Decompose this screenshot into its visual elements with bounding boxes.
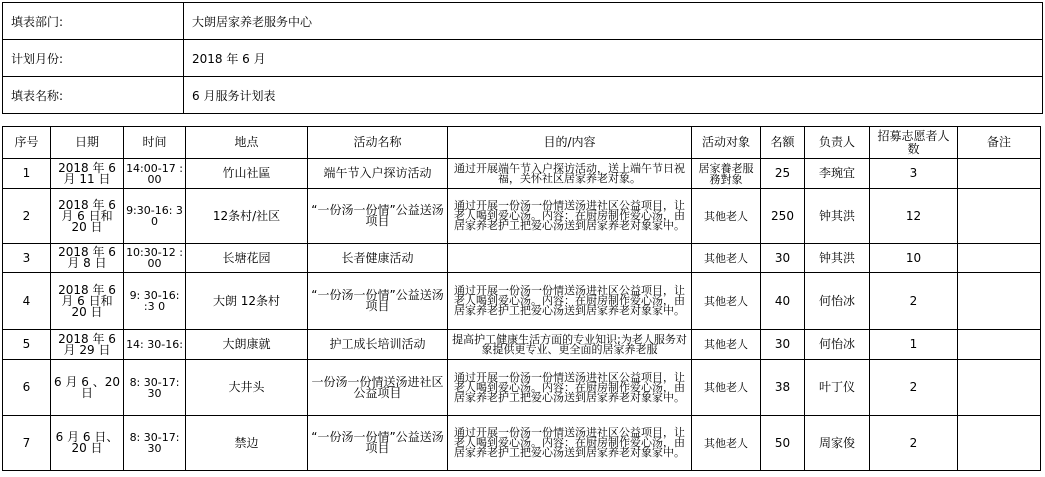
cell-place: 大井头 [186, 360, 308, 416]
cell-purpose [448, 244, 692, 273]
cell-no: 7 [3, 416, 51, 471]
cell-owner: 何怡冰 [805, 330, 870, 360]
table-row [3, 244, 1041, 273]
cell-remark [958, 189, 1041, 244]
cell-owner: 叶丁仪 [805, 360, 870, 416]
service-plan-table [2, 126, 1041, 471]
cell-volunteers: 3 [870, 159, 958, 189]
header-no: 序号 [3, 127, 51, 159]
cell-activity-name: 端午节入户探访活动 [308, 159, 448, 189]
cell-no: 2 [3, 189, 51, 244]
cell-date: 2018 年 6 月 11 日 [51, 159, 124, 189]
cell-target: 其他老人 [692, 360, 761, 416]
cell-target: 其他老人 [692, 273, 761, 330]
header-purpose: 目的/内容 [448, 127, 692, 159]
cell-place: 大朗康就 [186, 330, 308, 360]
cell-date: 2018 年 6 月 8 日 [51, 244, 124, 273]
cell-activity-name: 护工成长培训活动 [308, 330, 448, 360]
cell-quota: 40 [761, 273, 805, 330]
cell-place: 大朗 12条村 [186, 273, 308, 330]
cell-volunteers: 2 [870, 273, 958, 330]
cell-time: 14:00-17 :00 [124, 159, 186, 189]
cell-time: 9: 30-16: :3 0 [124, 273, 186, 330]
cell-remark [958, 360, 1041, 416]
header-date: 日期 [51, 127, 124, 159]
cell-no: 5 [3, 330, 51, 360]
cell-date: 2018 年 6 月 6 日和 20 日 [51, 189, 124, 244]
cell-remark [958, 416, 1041, 471]
cell-remark [958, 244, 1041, 273]
info-row-month [3, 40, 1043, 77]
table-row [3, 416, 1041, 471]
cell-quota: 38 [761, 360, 805, 416]
cell-owner: 钟其洪 [805, 189, 870, 244]
cell-target: 其他老人 [692, 244, 761, 273]
cell-no: 3 [3, 244, 51, 273]
department-value: 大朗居家养老服务中心 [184, 3, 1043, 40]
cell-purpose: 通过开展一份汤一份情送汤进社区公益项目，让老人喝到爱心汤。内容：在厨房制作爱心汤，由居家养老护工把爱心汤送到居家养老对象家中。 [448, 416, 692, 471]
cell-owner: 李琬宜 [805, 159, 870, 189]
cell-owner: 钟其洪 [805, 244, 870, 273]
cell-time: 14: 30-16: [124, 330, 186, 360]
header-place: 地点 [186, 127, 308, 159]
header-volunteers: 招募志愿者人数 [870, 127, 958, 159]
cell-place: 长塘花园 [186, 244, 308, 273]
cell-volunteers: 2 [870, 416, 958, 471]
cell-activity-name: “一份汤一份情”公益送汤项目 [308, 273, 448, 330]
cell-quota: 50 [761, 416, 805, 471]
cell-target: 其他老人 [692, 330, 761, 360]
department-label: 填表部门: [3, 3, 184, 40]
form-name-value: 6 月服务计划表 [184, 77, 1043, 114]
cell-quota: 30 [761, 330, 805, 360]
cell-date: 6 月 6 、20 日 [51, 360, 124, 416]
cell-date: 2018 年 6 月 29 日 [51, 330, 124, 360]
cell-activity-name: 长者健康活动 [308, 244, 448, 273]
cell-target: 其他老人 [692, 189, 761, 244]
cell-activity-name: 一份汤一份情送汤进社区公益项目 [308, 360, 448, 416]
table-row [3, 330, 1041, 360]
cell-activity-name: “一份汤一份情”公益送汤项目 [308, 416, 448, 471]
cell-volunteers: 1 [870, 330, 958, 360]
cell-no: 4 [3, 273, 51, 330]
cell-owner: 何怡冰 [805, 273, 870, 330]
header-quota: 名额 [761, 127, 805, 159]
cell-target: 居家養老服務對象 [692, 159, 761, 189]
cell-volunteers: 2 [870, 360, 958, 416]
cell-owner: 周家俊 [805, 416, 870, 471]
table-row [3, 360, 1041, 416]
cell-time: 8: 30-17: 30 [124, 416, 186, 471]
cell-no: 6 [3, 360, 51, 416]
cell-place: 竹山社區 [186, 159, 308, 189]
cell-volunteers: 10 [870, 244, 958, 273]
cell-quota: 30 [761, 244, 805, 273]
cell-place: 禁边 [186, 416, 308, 471]
cell-quota: 250 [761, 189, 805, 244]
info-table [2, 2, 1043, 114]
cell-time: 9:30-16: 30 [124, 189, 186, 244]
cell-remark [958, 159, 1041, 189]
cell-purpose: 通过开展一份汤一份情送汤进社区公益项目，让老人喝到爱心汤。内容：在厨房制作爱心汤，由居家养老护工把爱心汤送到居家养老对象家中。 [448, 360, 692, 416]
cell-date: 6 月 6 日、20 日 [51, 416, 124, 471]
month-label: 计划月份: [3, 40, 184, 77]
info-row-department [3, 3, 1043, 40]
table-header-row [3, 127, 1041, 159]
header-target: 活动对象 [692, 127, 761, 159]
cell-date: 2018 年 6 月 6 日和 20 日 [51, 273, 124, 330]
table-row [3, 189, 1041, 244]
cell-purpose: 提高护工健康生活方面的专业知识;为老人服务对象提供更专业、更全面的居家养老服 [448, 330, 692, 360]
cell-time: 8: 30-17: 30 [124, 360, 186, 416]
header-remark: 备注 [958, 127, 1041, 159]
cell-remark [958, 330, 1041, 360]
cell-activity-name: “一份汤一份情”公益送汤项目 [308, 189, 448, 244]
table-row [3, 273, 1041, 330]
cell-remark [958, 273, 1041, 330]
cell-purpose: 通过开展一份汤一份情送汤进社区公益项目，让老人喝到爱心汤。内容：在厨房制作爱心汤，由居家养老护工把爱心汤送到居家养老对象家中。 [448, 273, 692, 330]
header-activity-name: 活动名称 [308, 127, 448, 159]
form-name-label: 填表名称: [3, 77, 184, 114]
table-row [3, 159, 1041, 189]
month-value: 2018 年 6 月 [184, 40, 1043, 77]
header-owner: 负责人 [805, 127, 870, 159]
cell-time: 10:30-12 :00 [124, 244, 186, 273]
header-time: 时间 [124, 127, 186, 159]
cell-target: 其他老人 [692, 416, 761, 471]
cell-place: 12条村/社区 [186, 189, 308, 244]
cell-quota: 25 [761, 159, 805, 189]
cell-no: 1 [3, 159, 51, 189]
cell-purpose: 通过开展一份汤一份情送汤进社区公益项目，让老人喝到爱心汤。内容：在厨房制作爱心汤，由居家养老护工把爱心汤送到居家养老对象家中。 [448, 189, 692, 244]
info-row-form-name [3, 77, 1043, 114]
cell-volunteers: 12 [870, 189, 958, 244]
cell-purpose: 通过开展端午节入户探访活动，送上端午节日祝福，关怀社区居家养老对象。 [448, 159, 692, 189]
